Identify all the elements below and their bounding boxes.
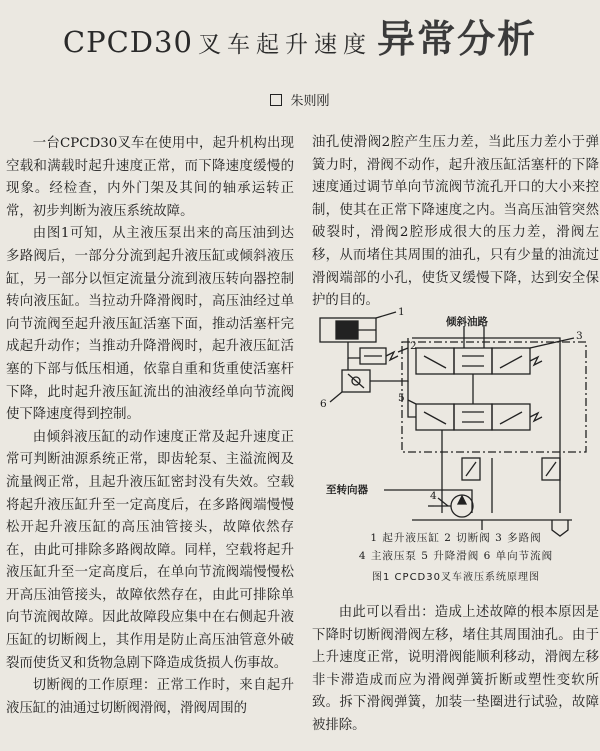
callout-4: 4 [430, 490, 437, 502]
callout-3: 3 [576, 330, 583, 342]
right-column-bottom [312, 602, 599, 738]
callout-1: 1 [398, 306, 405, 318]
callout-5: 5 [398, 392, 405, 404]
paragraph-2: 由图1可知，从主液压泵出来的高压油到达多路阀后，一部分分流到起升液压缸或倾斜液压缸，另一部分以恒定流量分流到液压转向器控制转向液压缸。当拉动升降滑阀时，高压油经过单向节流阀至起升液压缸活塞下面，推动活塞杆完成起升动作；当推动升降滑阀时，起升液压缸活塞的下部与低压相通，依靠自重和货重使活塞杆下降，此时起升液压缸流出的油液经单向节流阀使下降速度得到控制。 [6, 226, 294, 423]
paragraph-3: 由倾斜液压缸的动作速度正常及起升速度正常可判断油源系统正常，即齿轮泵、主溢流阀及流量阀正常，且起升液压缸密封没有失效。空载将起升液压缸升至一定高度后，在多路阀端慢慢松开起升液压缸的高压油管接头，故障依然存在，由此可排除多路阀故障。同样，空载将起升液压缸升至一定高度后，在单向节流阀端慢慢松开高压油管接头，故障依然存在，由此可排除单向节流阀故障。因此故障段应集中在右侧起升液压缸的切断阀上，其作用是防止高压油管意外破裂而使货叉和货物急剧下降造成货损人伤事故。 [6, 429, 294, 671]
hydraulic-diagram [312, 308, 600, 600]
title-part2: 异常分析 [377, 17, 538, 61]
right-column-top [312, 132, 599, 313]
author-line [0, 90, 600, 109]
figure-caption: 图1 CPCD30叉车液压系统原理图 [372, 572, 540, 583]
steering-label: 至转向器 [326, 484, 368, 496]
title-part1: 叉车起升速度 [198, 32, 373, 58]
paragraph-5: 油孔使滑阀2腔产生压力差，当此压力差小于弹簧力时，滑阀不动作，起升液压缸活塞杆的下降速度通过调节单向节流阀节流孔开口的大小来控制，使其在正常下降速度之内。当高压油管突然破裂时，滑阀2腔形成很大的压力差，滑阀左移，从而堵住其周围的油孔，只有少量的油流过滑阀端部的小孔，使货叉缓慢下降，达到安全保护的目的。 [312, 135, 599, 309]
callout-6: 6 [320, 398, 327, 410]
paragraph-4: 切断阀的工作原理：正常工作时，来自起升液压缸的油通过切断阀滑阀，滑阀周围的 [6, 678, 294, 716]
legend-line-1: 1 起升液压缸 2 切断阀 3 多路阀 [370, 532, 542, 544]
legend-line-2: 4 主液压泵 5 升降滑阀 6 单向节流阀 [358, 550, 554, 562]
title-model: CPCD30 [62, 25, 193, 59]
article-title [0, 8, 600, 70]
tilt-circuit-label: 倾斜油路 [446, 316, 488, 328]
paragraph-1: 一台CPCD30叉车在使用中，起升机构出现空载和满载时起升速度正常，而下降速度缓慢的现象。经检查，内外门架及其间的轴承运转正常，初步判断为液压系统故障。 [6, 136, 294, 219]
callout-2: 2 [410, 340, 417, 352]
author-box-icon [270, 94, 282, 106]
paragraph-6: 由此可以看出：造成上述故障的根本原因是下降时切断阀滑阀左移，堵住其周围油孔。由于上升速度正常，说明滑阀能顺利移动，滑阀左移非卡滞造成而应为滑阀弹簧折断或塑性变软所致。拆下滑阀弹簧，加装一垫圈进行试验，故障被排除。 [312, 605, 599, 733]
left-column [6, 133, 294, 720]
author-name: 朱则刚 [290, 94, 330, 109]
